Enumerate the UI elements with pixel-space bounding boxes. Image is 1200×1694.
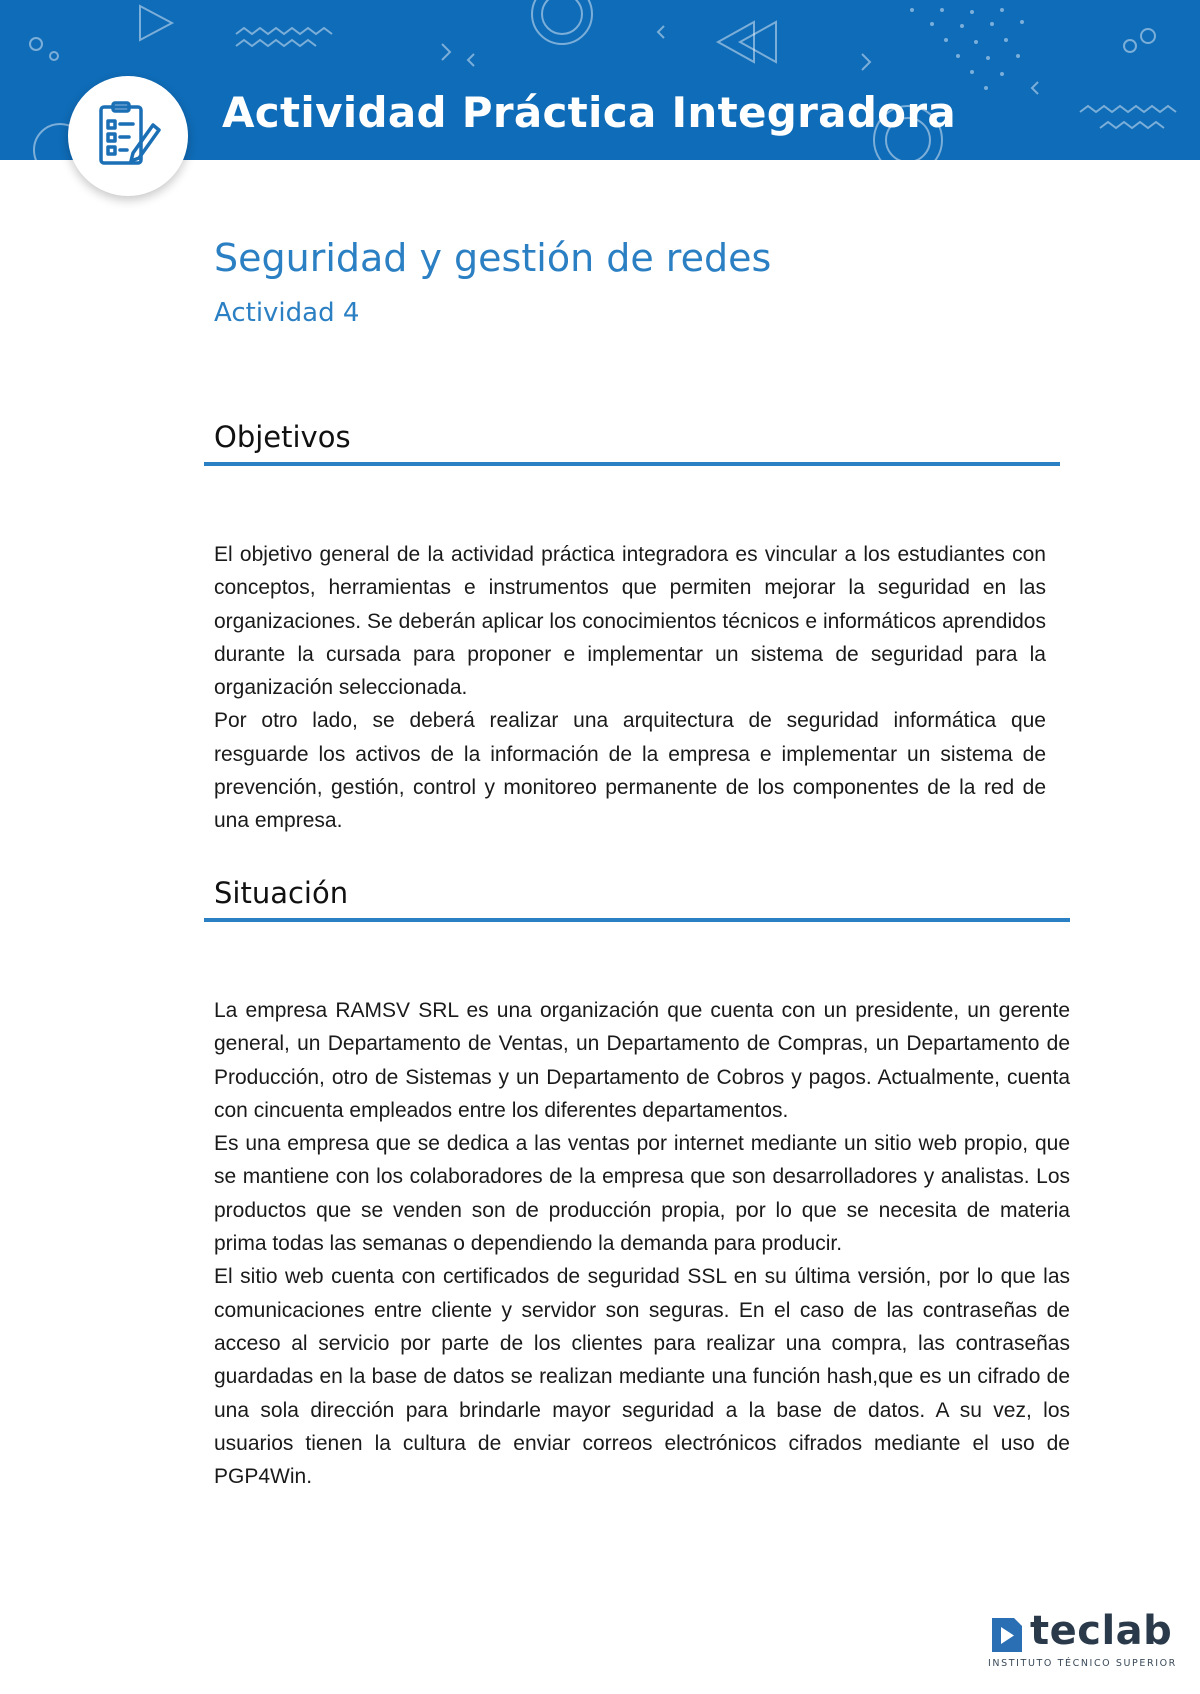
paragraph: El sitio web cuenta con certificados de seguridad SSL en su última versión, por lo que las comunicaciones entre cliente y servidor son seguras. En el caso de las contraseñas de acceso al servicio por parte de los clientes para realizar una compra, las contraseñas guardadas en la base de datos se realizan mediante una función hash,que es un cifrado de una sola dirección para brindarle mayor seguridad a la base de datos. A su vez, los usuarios tienen la cultura de enviar correos electrónicos cifrados mediante el uso de PGP4Win. — [214, 1265, 1070, 1489]
paragraph: El objetivo general de la actividad práctica integradora es vincular a los estudiantes con conceptos, herramientas e instrumentos que permiten mejorar la seguridad en las organizaciones. Se deberán aplicar los conocimientos técnicos e informáticos aprendidos durante la cursada para proponer e implementar un sistema de seguridad para la organización seleccionada. — [214, 543, 1046, 700]
banner-title: Actividad Práctica Integradora — [222, 88, 956, 137]
logo-tagline: INSTITUTO TÉCNICO SUPERIOR — [988, 1658, 1177, 1669]
section-rule — [204, 918, 1070, 922]
activity-badge — [68, 76, 188, 196]
checklist-pencil-icon — [93, 101, 163, 171]
teclab-play-logo-icon — [988, 1616, 1024, 1654]
teclab-logo — [988, 1608, 1177, 1672]
section-body-situacion — [214, 994, 1070, 1493]
document-title: Seguridad y gestión de redes — [214, 236, 772, 280]
section-rule — [204, 462, 1060, 466]
section-heading-situacion: Situación — [214, 876, 349, 910]
section-body-objetivos — [214, 538, 1046, 838]
paragraph: Es una empresa que se dedica a las ventas por internet mediante un sitio web propio, que se mantiene con los colaboradores de la empresa que son desarrolladores y analistas. Los productos que se venden son de producción propia, por lo que se necesita de materia prima todas las semanas o dependiendo la demanda para producir. — [214, 1132, 1070, 1256]
section-heading-objetivos: Objetivos — [214, 420, 351, 454]
document-subtitle: Actividad 4 — [214, 298, 360, 328]
paragraph: Por otro lado, se deberá realizar una arquitectura de seguridad informática que resguarde los activos de la información de la empresa e implementar un sistema de prevención, gestión, control y monitoreo permanente de los componentes de la red de una empresa. — [214, 709, 1046, 833]
paragraph: La empresa RAMSV SRL es una organización que cuenta con un presidente, un gerente general, un Departamento de Ventas, un Departamento de Compras, un Departamento de Producción, otro de Sistemas y un Departamento de Cobros y pagos. Actualmente, cuenta con cincuenta empleados entre los diferentes departamentos. — [214, 999, 1070, 1122]
logo-wordmark: teclab — [1030, 1608, 1173, 1654]
